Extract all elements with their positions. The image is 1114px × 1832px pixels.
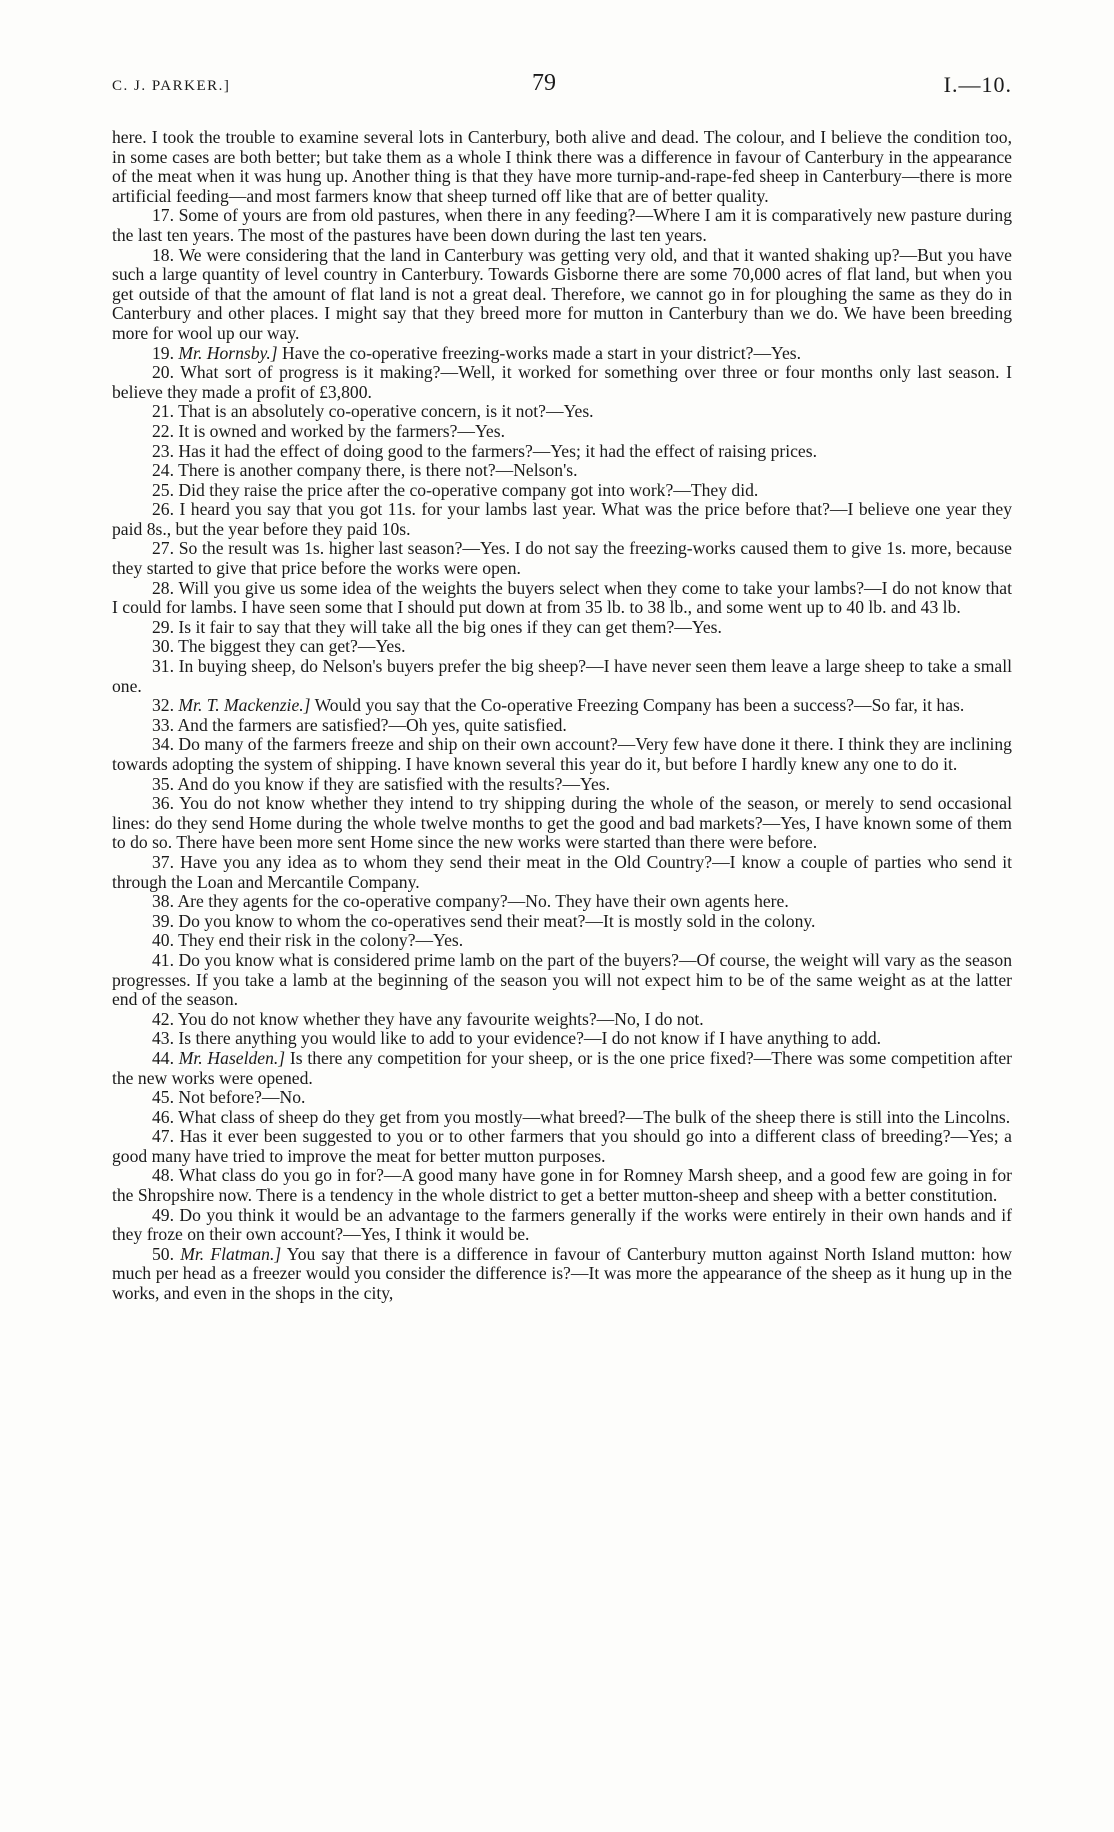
paragraph-text: You do not know whether they have any favourite weights?—No, I do not. (177, 1008, 704, 1029)
paragraph-text: Have you any idea as to whom they send their meat in the Old Country?—I know a couple of parties who send it through the Loan and Mercantile Company. (112, 851, 1012, 892)
question-number: 48. (152, 1165, 174, 1186)
question-number: 40. (152, 930, 174, 951)
paragraph (112, 422, 1012, 442)
paragraph (112, 794, 1012, 853)
paragraph-text: Has it ever been suggested to you or to other farmers that you should go into a different class of breeding?—Yes; a good many have tried to improve the meat for better mutton purposes. (112, 1126, 1012, 1166)
question-number: 20. (152, 362, 174, 383)
question-number: 42. (152, 1008, 174, 1029)
question-number: 37. (152, 851, 174, 872)
document-reference: I.—10. (943, 72, 1012, 97)
paragraph (112, 128, 1012, 206)
paragraph (112, 246, 1012, 344)
question-number: 23. (152, 440, 174, 461)
question-number: 46. (152, 1106, 174, 1127)
paragraph-text: You say that there is a difference in favour of Canterbury mutton against North Island mutton: how much per head as a freezer would you consider the difference is?—It was more the appearance of the sheep as it hung up in the works, and even in the shops in the city, (112, 1243, 1013, 1304)
paragraph (112, 716, 1012, 736)
paragraph-text: Not before?—No. (178, 1087, 306, 1108)
question-number: 35. (152, 773, 174, 794)
document-body (112, 128, 1012, 1304)
paragraph-text: You do not know whether they intend to try shipping during the whole of the season, or merely to send occasional lines: do they send Home during the whole twelve months to get the good and bad markets?—Yes, I have known some of them to do so. There have been more sent Home since the new works were started than there were before. (112, 793, 1012, 853)
question-number: 45. (152, 1087, 174, 1108)
paragraph (112, 931, 1012, 951)
question-number: 18. (152, 244, 174, 265)
paragraph-text: Do you know what is considered prime lamb on the part of the buyers?—Of course, the weight will vary as the season progresses. If you take a lamb at the beginning of the season you will not expect him to be of the same weight as at the latter end of the season. (112, 949, 1012, 1010)
question-number: 33. (152, 714, 174, 735)
paragraph-text: Has it had the effect of doing good to the farmers?—Yes; it had the effect of raising prices. (178, 440, 817, 461)
paragraph-text: Have the co-operative freezing-works made a start in your district?—Yes. (282, 342, 802, 363)
paragraph-text: Do you think it would be an advantage to the farmers generally if the works were entirely in their own hands and if they froze on their own account?—Yes, I think it would be. (112, 1204, 1012, 1245)
question-number: 28. (152, 577, 174, 598)
question-number: 32. (152, 695, 174, 716)
paragraph-text: It is owned and worked by the farmers?—Yes. (178, 420, 505, 441)
question-number: 31. (152, 656, 174, 677)
question-number: 17. (152, 205, 174, 226)
question-number: 22. (152, 420, 174, 441)
paragraph (112, 363, 1012, 402)
question-number: 27. (152, 538, 174, 559)
paragraph (112, 637, 1012, 657)
paragraph (112, 1010, 1012, 1030)
question-number: 30. (152, 636, 174, 657)
paragraph-text: Would you say that the Co-operative Freezing Company has been a success?—So far, it has. (314, 695, 965, 716)
paragraph-text: What class of sheep do they get from you mostly—what breed?—The bulk of the sheep there is still into the Lincolns. (178, 1106, 1011, 1127)
paragraph-text: There is another company there, is there not?—Nelson's. (178, 460, 578, 481)
paragraph (112, 618, 1012, 638)
paragraph-text: We were considering that the land in Canterbury was getting very old, and that it wanted shaking up?—But you have such a large quantity of level country in Canterbury. Towards Gisborne there are some 70,000 acres of flat land, but when you get outside of that the amount of flat land is not a great deal. Therefore, we cannot go in for ploughing the same as they do in Canterbury and other places. I might say that they breed more for mutton in Canterbury than we do. We have been breeding more for wool up our way. (112, 244, 1012, 343)
page-number: 79 (532, 70, 556, 96)
paragraph (112, 1108, 1012, 1128)
paragraph (112, 775, 1012, 795)
paragraph (112, 539, 1012, 578)
question-number: 50. (152, 1243, 174, 1264)
paragraph (112, 442, 1012, 462)
paragraph (112, 1206, 1012, 1245)
paragraph-text: Is there anything you would like to add to your evidence?—I do not know if I have anything to add. (178, 1028, 882, 1049)
paragraph-text: Did they raise the price after the co-operative company got into work?—They did. (178, 479, 759, 500)
question-number: 38. (152, 891, 174, 912)
question-number: 25. (152, 479, 174, 500)
paragraph-text: In buying sheep, do Nelson's buyers prefer the big sheep?—I have never seen them leave a large sheep to take a small one. (112, 656, 1012, 696)
paragraph-text: That is an absolutely co-operative concern, is it not?—Yes. (178, 401, 594, 422)
paragraph (112, 912, 1012, 932)
question-number: 49. (152, 1204, 174, 1225)
paragraph (112, 1166, 1012, 1205)
paragraph-text: I heard you say that you got 11s. for your lambs last year. What was the price before that?—I believe one year they paid 8s., but the year before they paid 10s. (112, 499, 1012, 539)
paragraph-text: They end their risk in the colony?—Yes. (178, 930, 464, 951)
question-number: 41. (152, 949, 174, 970)
paragraph (112, 206, 1012, 245)
paragraph-text: Do you know to whom the co-operatives send their meat?—It is mostly sold in the colony. (178, 910, 816, 931)
paragraph (112, 461, 1012, 481)
question-number: 24. (152, 460, 174, 481)
question-number: 19. (152, 342, 174, 363)
paragraph (112, 579, 1012, 618)
paragraph (112, 1088, 1012, 1108)
paragraph (112, 892, 1012, 912)
paragraph-text: Is there any competition for your sheep, or is the one price fixed?—There was some competition after the new works were opened. (112, 1047, 1013, 1088)
paragraph-text: here. I took the trouble to examine several lots in Canterbury, both alive and dead. The colour, and I believe the condition too, in some cases are both better; but take them as a whole I think there was a difference in favour of Canterbury in the appearance of the meat when it was hung up. Another thing is that they have more turnip-and-rape-fed sheep in Canterbury—there is more artificial feeding—and most farmers know that sheep turned off like that are of better quality. (112, 127, 1012, 206)
paragraph-text: What sort of progress is it making?—Well, it worked for something over three or four months only last season. I believe they made a profit of £3,800. (112, 362, 1012, 402)
question-number: 34. (152, 734, 174, 755)
paragraph-text: Some of yours are from old pastures, when there in any feeding?—Where I am it is comparatively new pasture during the last ten years. The most of the pastures have been down during the last ten years. (112, 205, 1012, 245)
question-number: 21. (152, 401, 174, 422)
paragraph-text: Are they agents for the co-operative company?—No. They have their own agents here. (177, 891, 789, 912)
paragraph (112, 696, 1012, 716)
paragraph-text: And the farmers are satisfied?—Oh yes, quite satisfied. (177, 714, 567, 735)
question-number: 47. (152, 1126, 174, 1147)
question-number: 44. (152, 1047, 174, 1068)
paragraph-text: What class do you go in for?—A good many have gone in for Romney Marsh sheep, and a good few are going in for the Shropshire now. There is a tendency in the whole district to get a better mutton-sheep and sheep with a better constitution. (112, 1165, 1012, 1206)
paragraph-text: The biggest they can get?—Yes. (178, 636, 406, 657)
paragraph (112, 853, 1012, 892)
paragraph-text: Is it fair to say that they will take all the big ones if they can get them?—Yes. (178, 616, 722, 637)
speaker-name: Mr. Hornsby.] (178, 342, 278, 363)
paragraph (112, 735, 1012, 774)
page-header (112, 70, 1012, 110)
paragraph (112, 951, 1012, 1010)
paragraph-text: Will you give us some idea of the weights the buyers select when they come to take your lambs?—I do not know that I could for lambs. I have seen some that I should put down at from 35 lb. to 38 lb., and some went up to 40 lb. and 43 lb. (112, 577, 1012, 618)
paragraph-text: And do you know if they are satisfied with the results?—Yes. (177, 773, 611, 794)
paragraph (112, 500, 1012, 539)
question-number: 29. (152, 616, 174, 637)
question-number: 36. (152, 793, 174, 814)
paragraph-text: Do many of the farmers freeze and ship on their own account?—Very few have done it there. I think they are inclining towards adopting the system of shipping. I have known several this year do it, but before I hardly knew any one to do it. (112, 734, 1012, 774)
speaker-name: Mr. Flatman.] (180, 1243, 282, 1264)
paragraph (112, 344, 1012, 364)
paragraph (112, 1245, 1012, 1304)
paragraph (112, 1127, 1012, 1166)
question-number: 26. (152, 499, 174, 520)
paragraph (112, 1029, 1012, 1049)
paragraph (112, 1049, 1012, 1088)
question-number: 43. (152, 1028, 174, 1049)
paragraph (112, 402, 1012, 422)
speaker-name: Mr. Haselden.] (178, 1047, 286, 1068)
paragraph (112, 481, 1012, 501)
question-number: 39. (152, 910, 174, 931)
paragraph (112, 657, 1012, 696)
paragraph-text: So the result was 1s. higher last season?—Yes. I do not say the freezing-works caused them to give 1s. more, because they started to give that price before the works were open. (112, 538, 1012, 579)
witness-name: C. J. PARKER.] (112, 78, 231, 94)
speaker-name: Mr. T. Mackenzie.] (178, 695, 311, 716)
